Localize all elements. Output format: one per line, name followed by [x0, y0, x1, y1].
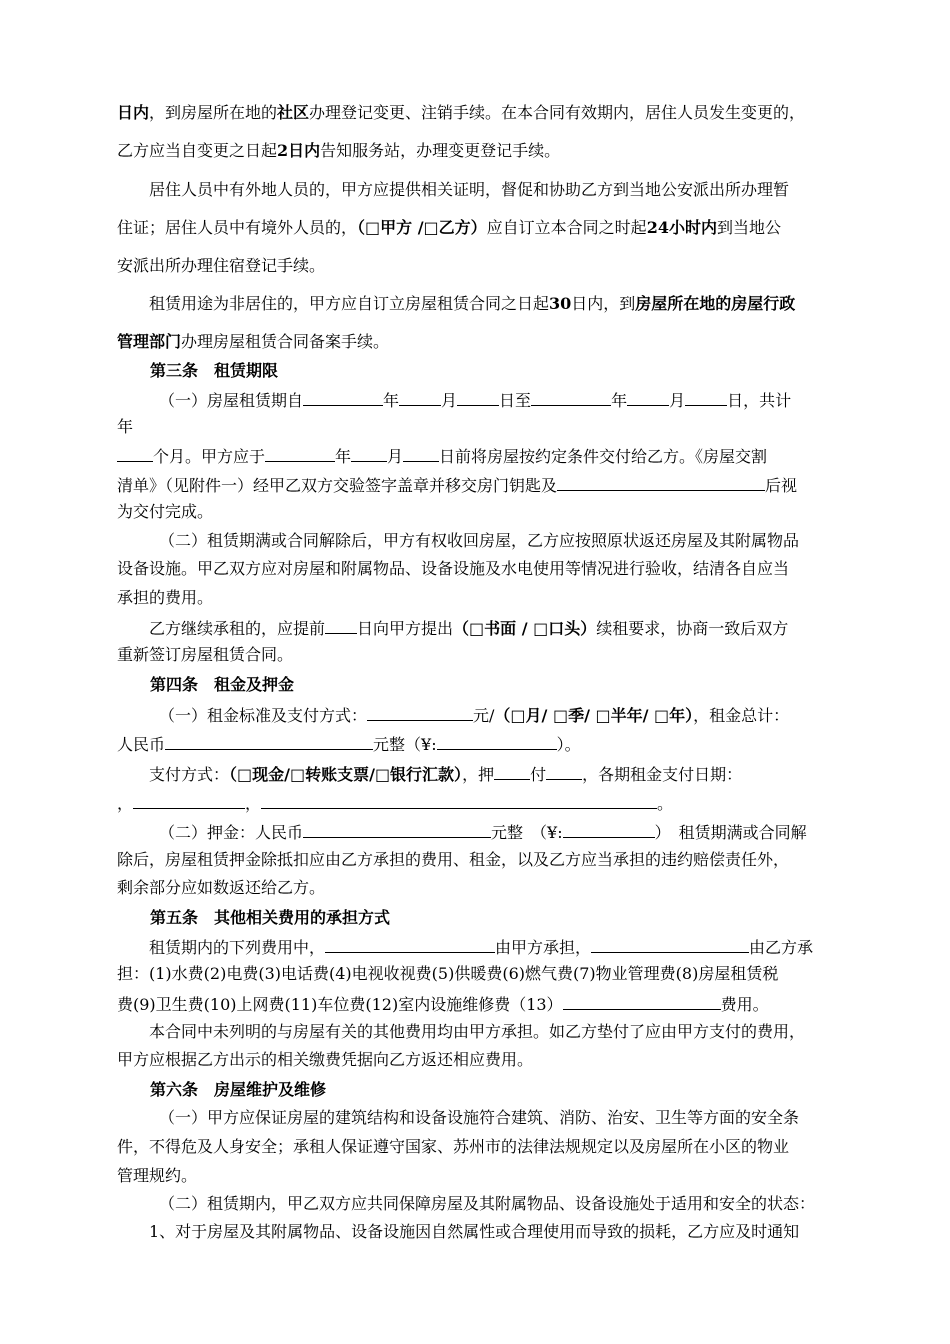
blank-field[interactable]	[591, 936, 749, 953]
text: ，	[117, 794, 134, 813]
bold-text: 2日内	[277, 141, 321, 160]
text-line	[117, 993, 769, 1015]
article-title: 第六条 房屋维护及维修	[150, 1080, 327, 1099]
text-line	[159, 1108, 799, 1128]
text: 支付方式：	[149, 765, 230, 784]
text: 由甲方承担，	[495, 938, 592, 957]
text-line	[117, 850, 789, 870]
text: 甲方应根据乙方出示的相关缴费凭据向乙方返还相应费用。	[117, 1050, 534, 1069]
text: 剩余部分应如数返还给乙方。	[117, 878, 326, 897]
text: 日前将房屋按约定条件交付给乙方。《房屋交割	[439, 447, 768, 466]
text: 租赁用途为非居住的，甲方应自订立房屋租赁合同之日起	[149, 294, 550, 313]
text: 元整 （¥:	[491, 823, 563, 842]
text: （一）租金标准及支付方式：	[159, 706, 368, 725]
text: 付	[530, 765, 547, 784]
blank-field[interactable]	[117, 445, 153, 462]
text: （一）甲方应保证房屋的建筑结构和设备设施符合建筑、消防、治安、卫生等方面的安全条	[159, 1108, 800, 1127]
text: 承担的费用。	[117, 588, 214, 607]
text-line	[149, 1222, 799, 1242]
bold-text: 日内	[117, 103, 150, 122]
text: 年	[117, 417, 134, 436]
text: 日，共计	[727, 391, 792, 410]
text: 月	[669, 391, 686, 410]
article-title: 第三条 租赁期限	[150, 361, 279, 380]
blank-field[interactable]	[557, 474, 765, 491]
text: 办理房屋租赁合同备案手续。	[181, 332, 390, 351]
bold-text: （□月/ □季/ □半年/ □年）	[494, 706, 694, 725]
blank-field[interactable]	[531, 389, 611, 406]
blank-field[interactable]	[325, 617, 357, 634]
blank-field[interactable]	[261, 792, 657, 809]
text: 担：(1)水费(2)电费(3)电话费(4)电视收视费(5)供暖费(6)燃气费(7)物业管理费(8)房屋租赁税	[117, 964, 779, 983]
text-line	[117, 474, 797, 496]
blank-field[interactable]	[546, 763, 582, 780]
text: 应自订立本合同之时起	[486, 218, 647, 237]
text-line	[149, 936, 813, 958]
text: （二）租赁期满或合同解除后，甲方有权收回房屋，乙方应按照原状返还房屋及其附属物品	[159, 531, 800, 550]
blank-field[interactable]	[367, 704, 473, 721]
bold-text: （□书面 / □口头）	[453, 619, 597, 638]
text: 重新签订房屋租赁合同。	[117, 645, 294, 664]
blank-field[interactable]	[133, 792, 245, 809]
text: 住证；居住人员中有境外人员的，	[117, 218, 358, 237]
blank-field[interactable]	[325, 936, 495, 953]
blank-field[interactable]	[303, 821, 491, 838]
text: 费用。	[720, 995, 769, 1014]
text: 月	[387, 447, 404, 466]
text: 清单》（见附件一）经甲乙双方交验签字盖章并移交房门钥匙及	[117, 476, 558, 495]
text: 后视	[765, 476, 798, 495]
text: 除后，房屋租赁押金除抵扣应由乙方承担的费用、租金，以及乙方应当承担的违约赔偿责任外，	[117, 850, 790, 869]
bold-text: 管理部门	[117, 332, 182, 351]
blank-field[interactable]	[437, 733, 557, 750]
text-line	[117, 445, 767, 467]
blank-field[interactable]	[165, 733, 373, 750]
text-line	[117, 502, 213, 522]
text: 个月。甲方应于	[153, 447, 266, 466]
blank-field[interactable]	[403, 445, 439, 462]
text-line	[149, 763, 742, 785]
text: 乙方应当自变更之日起	[117, 141, 278, 160]
bold-text: 24小时内	[646, 218, 717, 237]
blank-field[interactable]	[494, 763, 530, 780]
text: 由乙方承	[749, 938, 814, 957]
bold-text: 社区	[277, 103, 310, 122]
text-line	[117, 332, 389, 352]
text: 人民币	[117, 735, 166, 754]
text: 为交付完成。	[117, 502, 214, 521]
text: 续租要求，协商一致后双方	[596, 619, 789, 638]
bold-text: 房屋所在地的房屋行政	[635, 294, 796, 313]
text: 月	[441, 391, 458, 410]
text-line	[117, 218, 781, 238]
blank-field[interactable]	[303, 389, 383, 406]
text-line	[159, 821, 807, 843]
text-line	[149, 617, 788, 639]
text-line	[117, 792, 673, 814]
text: 日向甲方提出	[357, 619, 454, 638]
text: 设备设施。甲乙双方应对房屋和附属物品、设备设施及水电使用等情况进行验收，结清各自应当	[117, 559, 790, 578]
text-line	[149, 1022, 805, 1042]
text-line	[117, 588, 213, 608]
text: （二）租赁期内，甲乙双方应共同保障房屋及其附属物品、设备设施处于适用和安全的状态：	[159, 1194, 816, 1213]
text-line	[117, 733, 581, 755]
text: ，	[245, 794, 262, 813]
article-title: 第五条 其他相关费用的承担方式	[150, 908, 391, 927]
text: 居住人员中有外地人员的，甲方应提供相关证明，督促和协助乙方到当地公安派出所办理暂	[149, 180, 790, 199]
text-line	[117, 417, 133, 437]
text-line	[117, 256, 325, 276]
text: ，到房屋所在地的	[149, 103, 278, 122]
text-line	[117, 103, 805, 123]
text: 日至	[499, 391, 532, 410]
bold-text: （□甲方 /□乙方）	[357, 218, 487, 237]
text: 元/	[473, 706, 495, 725]
text: 告知服务站，办理变更登记手续。	[320, 141, 561, 160]
blank-field[interactable]	[351, 445, 387, 462]
text-line	[159, 531, 799, 551]
text-line	[117, 964, 778, 984]
blank-field[interactable]	[563, 821, 655, 838]
text: ，租金总计：	[693, 706, 790, 725]
text: 办理登记变更、注销手续。在本合同有效期内，居住人员发生变更的，	[309, 103, 806, 122]
text: 年	[383, 391, 400, 410]
text-line	[159, 704, 789, 726]
text: ，各期租金支付日期：	[582, 765, 743, 784]
text: ）。	[556, 735, 581, 754]
text: 。	[657, 794, 674, 813]
text: 日内，到	[571, 294, 636, 313]
text: （一）房屋租赁期自	[159, 391, 304, 410]
text: 年	[611, 391, 628, 410]
blank-field[interactable]	[457, 389, 499, 406]
text: 管理规约。	[117, 1166, 198, 1185]
text: 1、对于房屋及其附属物品、设备设施因自然属性或合理使用而导致的损耗，乙方应及时通知	[149, 1222, 800, 1241]
text-line	[117, 878, 325, 898]
text: 本合同中未列明的与房屋有关的其他费用均由甲方承担。如乙方垫付了应由甲方支付的费用，	[149, 1022, 806, 1041]
text: 件，不得危及人身安全；承租人保证遵守国家、苏州市的法律法规规定以及房屋所在小区的物业	[117, 1137, 790, 1156]
text: 费(9)卫生费(10)上网费(11)车位费(12)室内设施维修费（13）	[117, 995, 563, 1014]
blank-field[interactable]	[627, 389, 669, 406]
blank-field[interactable]	[563, 993, 721, 1010]
text-line	[149, 294, 795, 314]
text: ） 租赁期满或合同解	[654, 823, 807, 842]
article-title: 第四条 租金及押金	[150, 675, 295, 694]
text: 安派出所办理住宿登记手续。	[117, 256, 326, 275]
bold-text: 30	[549, 294, 572, 313]
text: （二）押金：人民币	[159, 823, 304, 842]
text-line	[117, 559, 789, 579]
text: 租赁期内的下列费用中，	[149, 938, 326, 957]
bold-text: （□现金/□转账支票/□银行汇款）	[229, 765, 463, 784]
blank-field[interactable]	[685, 389, 727, 406]
text-line	[117, 141, 560, 161]
text-line	[159, 1194, 815, 1214]
text: 年	[335, 447, 352, 466]
text: 到当地公	[716, 218, 781, 237]
text-line	[117, 645, 293, 665]
blank-field[interactable]	[265, 445, 335, 462]
text: 乙方继续承租的，应提前	[149, 619, 326, 638]
text-line	[117, 1137, 789, 1157]
text: 元整（¥:	[373, 735, 437, 754]
text-line	[117, 1050, 533, 1070]
blank-field[interactable]	[399, 389, 441, 406]
text-line	[149, 180, 789, 200]
text-line	[117, 1166, 197, 1186]
text-line	[159, 389, 791, 411]
text: ，押	[462, 765, 495, 784]
